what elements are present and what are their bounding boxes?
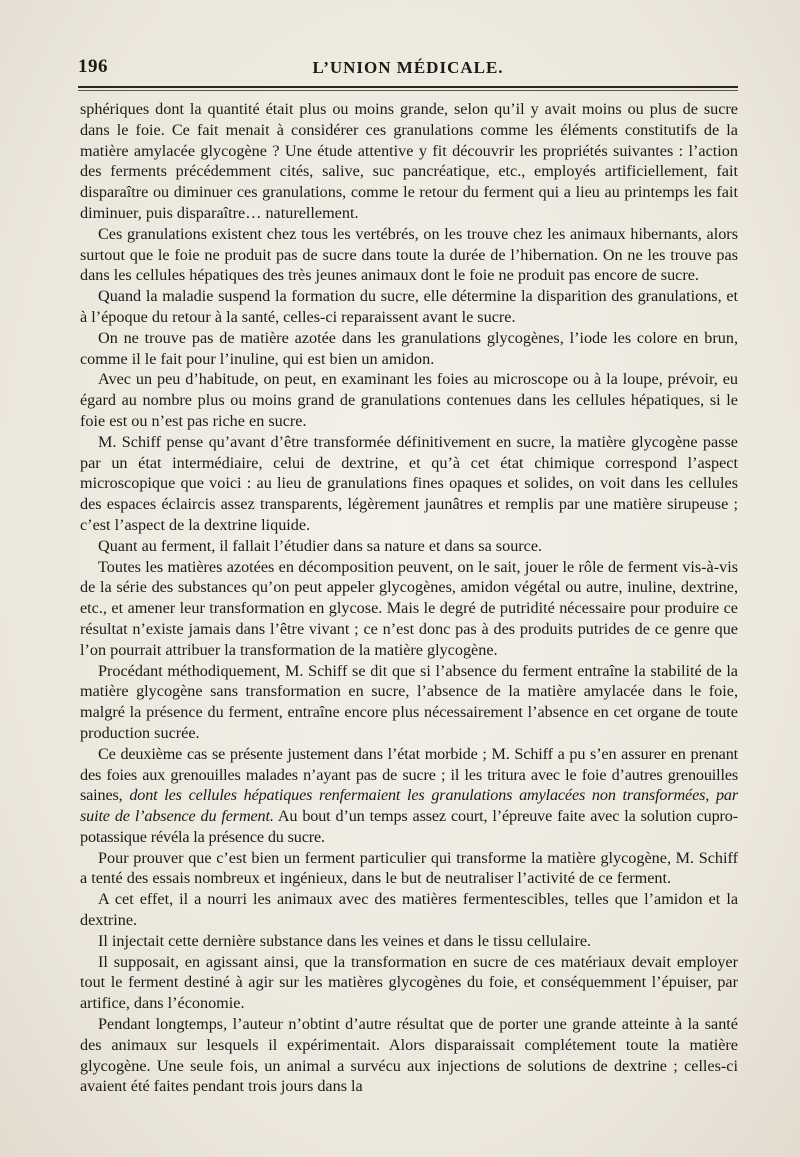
page-number: 196 — [78, 56, 108, 77]
paragraph-15: Pendant longtemps, l’auteur n’obtint d’autre résultat que de porter une grande atteinte à la santé des animaux sur lesquels il expérimentait. Alors disparaissait complétement toute la matière glycogène. Une seule fois, un animal a survécu aux injections de solutions de dextrine ; celles-ci avaient été faites pendant trois jours dans la — [80, 1015, 738, 1096]
paragraph-11: Pour prouver que c’est bien un ferment particulier qui transforme la matière glycogène, M. Schiff a tenté des essais nombreux et ingénieux, dans le but de neutraliser l’activité de ce ferment. — [80, 848, 738, 888]
paragraph-10-text: Ce deuxième cas se présente justement dans l’état morbide ; M. Schiff a pu s’en assurer en prenant des foies aux grenouilles malades n’ayant pas de sucre ; il les tritura avec le foie d’autres grenouilles saines, — [80, 744, 738, 805]
paragraph-13: Il injectait cette dernière substance dans les veines et dans le tissu cellulaire. — [98, 931, 592, 950]
paragraph-1: sphériques dont la quantité était plus ou moins grande, selon qu’il y avait moins ou plus de sucre dans le foie. Ce fait menait à considérer ces granulations comme les éléments constitutifs de la matière amylacée glycogène ? Une étude attentive y fit découvrir les propriétés suivantes : l’action des ferments précédemment cités, salive, suc pancréatique, etc., employés artificiellement, fait disparaître ou diminuer ces granulations, comme le retour du ferment qui a lieu au printemps les fait diminuer, puis disparaître… naturellement. — [80, 100, 738, 222]
paragraph-8: Toutes les matières azotées en décomposition peuvent, on le sait, jouer le rôle de ferment vis-à-vis de la série des substances qu’on peut appeler glycogènes, amidon végétal ou autre, inuline, dextrine, etc., et amener leur transformation en glycose. Mais le degré de putridité nécessaire pour produire ce résultat n’existe jamais dans l’être vivant ; ce n’est donc pas à des produits putrides de ce genre que l’on pourrait attribuer la transformation de la matière glycogène. — [80, 557, 738, 659]
header-rule-thin — [78, 90, 738, 91]
paragraph-4: On ne trouve pas de matière azotée dans les granulations glycogènes, l’iode les colore en brun, comme il le fait pour l’inuline, qui est bien un amidon. — [80, 328, 738, 368]
paragraph-10 — [80, 744, 738, 848]
paragraph-14: Il supposait, en agissant ainsi, que la transformation en sucre de ces matériaux devait employer tout le ferment destiné à agir sur les matières glycogènes du foie, et conséquemment l’épuiser, par artifice, dans l’économie. — [80, 952, 738, 1013]
paragraph-10-italic: dont les cellules hépatiques renfermaient les granulations amylacées non transformées, par suite de l’absence du ferment. — [80, 786, 738, 826]
page-header — [78, 56, 738, 84]
paragraph-7: Quant au ferment, il fallait l’étudier dans sa nature et dans sa source. — [98, 536, 543, 555]
paragraph-12: A cet effet, il a nourri les animaux avec des matières fermentescibles, telles que l’amidon et la dextrine. — [80, 890, 738, 930]
paragraph-9: Procédant méthodiquement, M. Schiff se dit que si l’absence du ferment entraîne la stabilité de la matière glycogène sans transformation en sucre, l’absence de la matière amylacée dans le foie, malgré la présence du ferment, entraîne encore plus nécessairement l’absence en cet organe de toute production sucrée. — [80, 661, 738, 742]
paragraph-3: Quand la maladie suspend la formation du sucre, elle détermine la disparition des granulations, et à l’époque du retour à la santé, celles-ci reparaissent avant le sucre. — [80, 287, 738, 326]
running-title: L’UNION MÉDICALE. — [312, 58, 504, 77]
article-body — [80, 99, 738, 1097]
paragraph-2: Ces granulations existent chez tous les vertébrés, on les trouve chez les animaux hibernants, alors surtout que le foie ne produit pas de sucre dans toute la durée de l’hibernation. On ne les trouve pas dans les cellules hépatiques des très jeunes animaux dont le foie ne produit pas encore de sucre. — [80, 224, 738, 285]
paragraph-6: M. Schiff pense qu’avant d’être transformée définitivement en sucre, la matière glycogène passe par un état intermédiaire, celui de dextrine, et qu’à cet état chimique correspond l’aspect microscopique que voici : au lieu de granulations fines opaques et solides, on voit dans les cellules des espaces éclaircis assez transparents, légèrement jaunâtres et remplis par une matière sirupeuse ; c’est l’aspect de la dextrine liquide. — [80, 432, 738, 534]
header-rule — [78, 86, 738, 88]
paragraph-5: Avec un peu d’habitude, on peut, en examinant les foies au microscope ou à la loupe, prévoir, eu égard au nombre plus ou moins grand de granulations contenues dans les cellules hépatiques, si le foie est ou n’est pas riche en sucre. — [80, 370, 738, 430]
paragraph-10-tail: Au bout d’un temps assez court, l’épreuve faite avec la solution cupro-potassique révéla la présence du sucre. — [80, 807, 738, 846]
